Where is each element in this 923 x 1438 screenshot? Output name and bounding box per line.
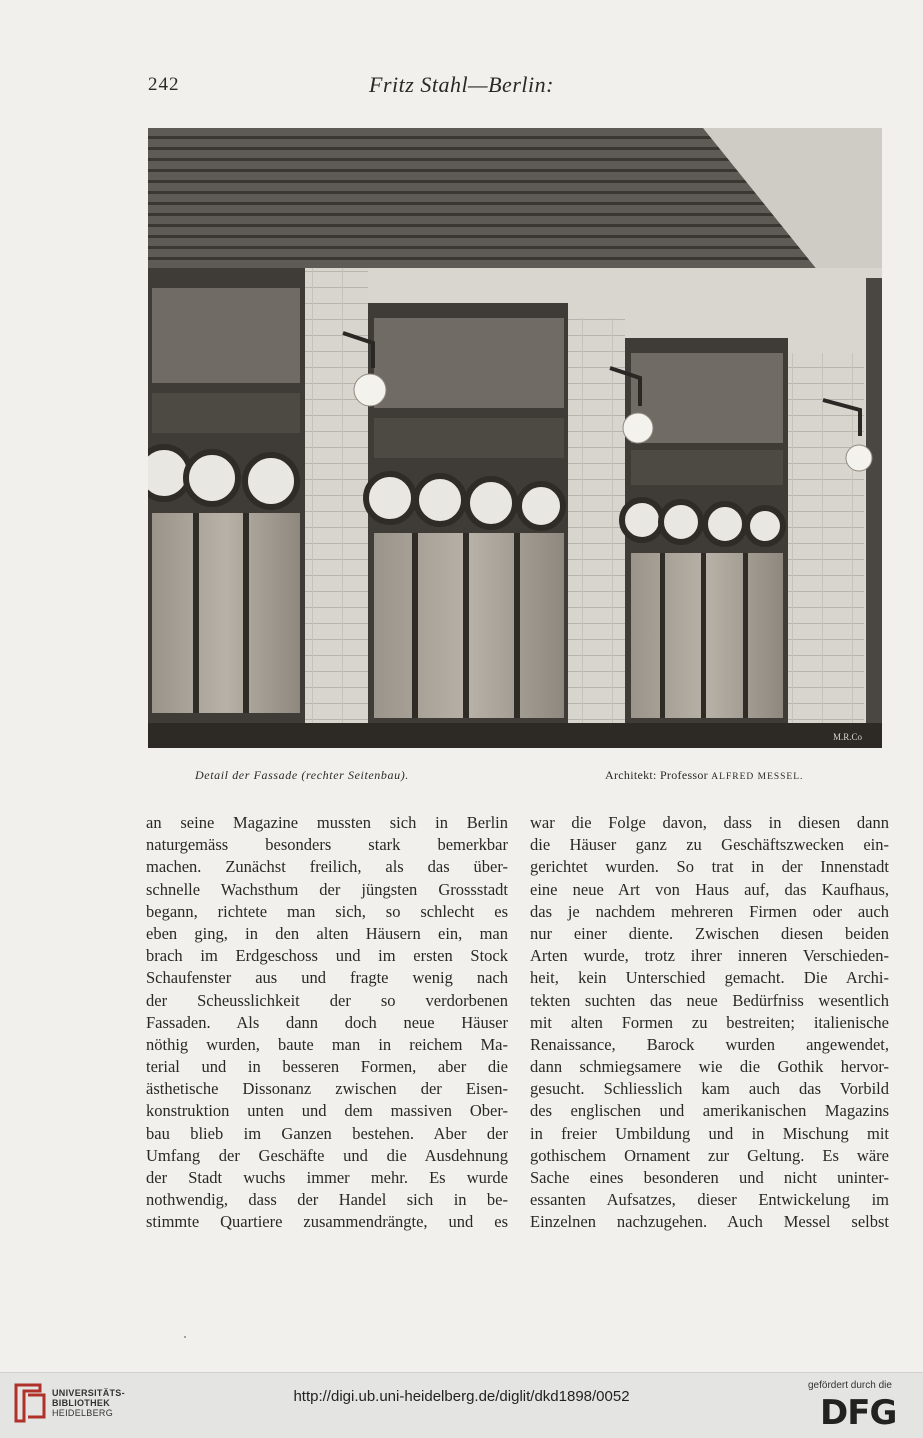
text-line: eine neue Art von Haus auf, das Kaufhaus, [530,879,889,899]
text-line: konstruktion unten und dem massiven Ober- [146,1101,508,1121]
text-line: mit alten Formen zu bestreiten; italienische [530,1012,889,1032]
digitization-footer [0,1372,923,1438]
text-line: bau blieb im Ganzen bestehen. Aber der [146,1123,508,1143]
text-line: heit, kein Unterschied gemacht. Die Archi- [530,968,889,988]
text-line: das je nachdem mehreren Firmen oder auch [530,901,889,921]
text-line: Sache eines besonderen und nicht uninter- [530,1168,889,1187]
text-line: tekten suchten das neue Bedürfniss wesentlich [530,990,889,1010]
text-line: nur einer diente. Zwischen diesen beiden [530,923,889,943]
facade-photograph [148,128,882,748]
text-line: Umfang der Geschäfte und die Ausdehnung [146,1145,508,1165]
figure-caption-left: Detail der Fassade (rechter Seitenbau). [195,768,409,782]
library-name: UNIVERSITÄTS- BIBLIOTHEK HEIDELBERG [52,1388,125,1418]
text-line: essanten Aufsatzes, dieser Entwickelung im [530,1190,889,1210]
window-group-left [148,268,305,723]
text-line: schnelle Wachsthum der jüngsten Grossstadt [146,879,508,899]
funding-label: gefördert durch die [808,1380,892,1391]
text-column-left [146,812,508,1234]
architect-label: Architekt: Professor [605,768,708,782]
text-line: in freier Umbildung und in Mischung mit [530,1123,889,1143]
text-line: Einzelnen nachzugehen. Auch Messel selbst [530,1212,889,1232]
text-line: Renaissance, Barock wurden angewendet, [530,1034,889,1054]
text-line: des englischen und amerikanischen Magazins [530,1101,889,1121]
text-line: die Häuser ganz zu Geschäftszwecken ein- [530,835,889,855]
dfg-logo: DFG [820,1393,897,1433]
text-line: ästhetische Dissonanz zwischen der Eisen- [146,1079,508,1099]
source-url[interactable]: http://digi.ub.uni-heidelberg.de/diglit/dkd1898/0052 [293,1388,630,1405]
page-number: 242 [148,74,180,95]
text-line: an seine Magazine mussten sich in Berlin [146,813,508,832]
text-column-right [530,812,889,1234]
text-line: nothwendig, dass der Handel sich in be- [146,1190,508,1210]
text-line: gesucht. Schliesslich kam auch das Vorbild [530,1079,889,1099]
architect-name: ALFRED MESSEL. [711,772,804,782]
photo-signature: M.R.Co [833,732,863,742]
text-line: der Scheusslichkeit der so verdorbenen [146,990,508,1010]
text-line: war die Folge davon, dass in diesen dann [530,813,889,832]
text-line: der Stadt wuchs immer mehr. Es wurde [146,1168,508,1187]
text-line: naturgemäss besonders stark bemerkbar [146,835,508,855]
text-line: Schaufenster aus und fragte wenig nach [146,968,508,988]
text-line: nöthig wurden, baute man in reichem Ma- [146,1034,508,1054]
text-line: begann, richtete man sich, so schlecht es [146,901,508,921]
text-line: machen. Zunächst freilich, als das über- [146,857,508,877]
window-group-right [622,338,788,743]
figure-caption-right [605,768,803,783]
text-line: gerichtet wurden. So trat in der Innenstadt [530,857,889,877]
text-line: terial und in besseren Formen, aber die [146,1057,508,1077]
running-title: Fritz Stahl—Berlin: [369,72,554,97]
text-line: Arten wurde, trotz ihrer inneren Verschieden- [530,946,889,966]
text-line: eben ging, in den alten Häusern ein, man [146,923,508,943]
window-group-middle [366,303,568,743]
text-line: stimmte Quartiere zusammendrängte, und es [146,1212,508,1232]
speck [184,1336,186,1338]
text-line: gothischem Ornament zur Geltung. Es wäre [530,1145,889,1165]
text-line: dann schmiegsamere wie die Gothik hervor- [530,1057,889,1077]
text-line: Fassaden. Als dann doch neue Häuser [146,1012,508,1032]
text-line: brach im Erdgeschoss und im ersten Stock [146,946,508,966]
